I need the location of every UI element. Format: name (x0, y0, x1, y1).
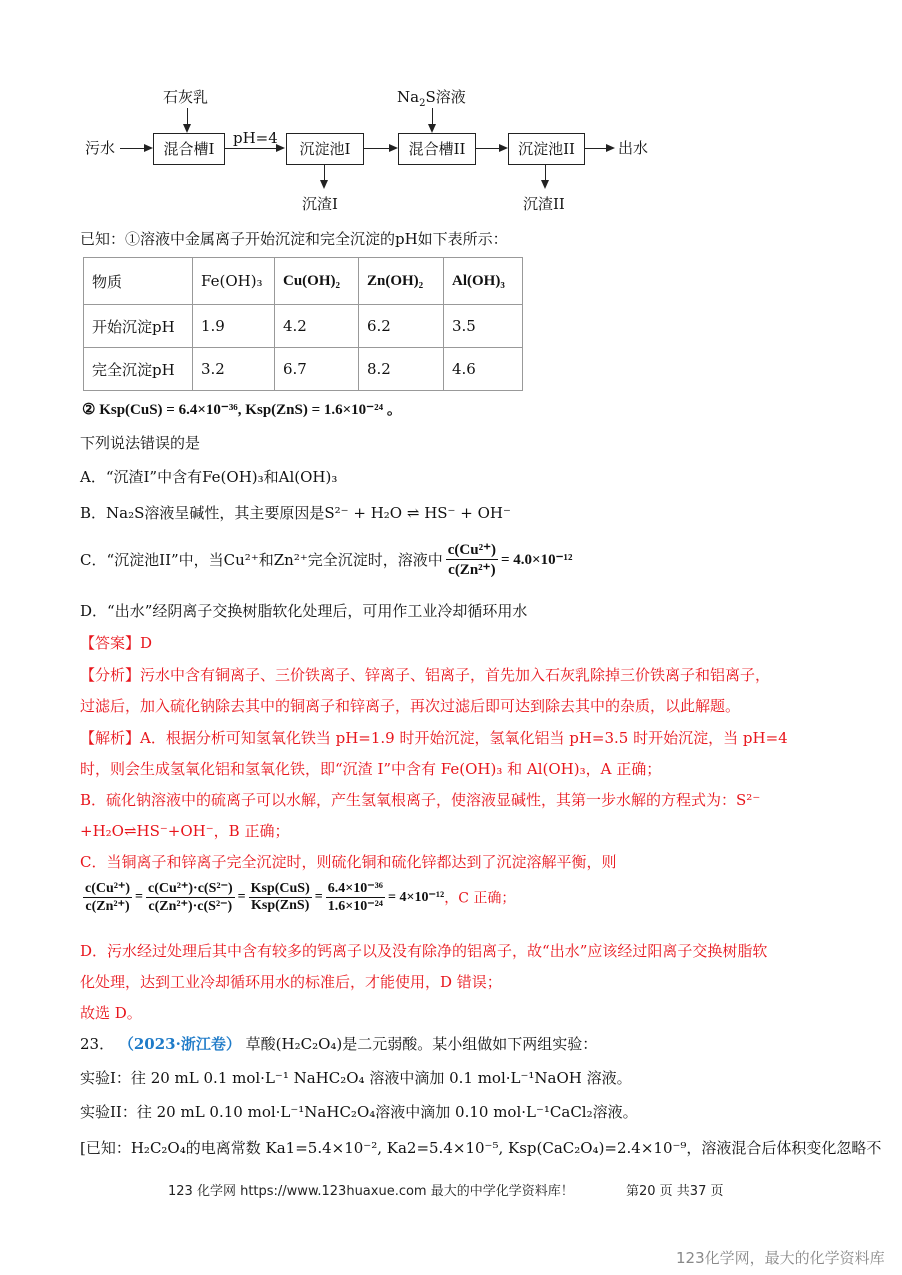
question-known: [已知：H₂C₂O₄的电离常数 Ka1=5.4×10⁻², Ka2=5.4×10⁻⁵, Ksp(CaC₂O₄)=2.4×10⁻⁹，溶液混合后体积变化忽略不 (80, 1139, 882, 1157)
explanation-line: 化处理，达到工业冷却循环用水的标准后，才能使用，D 错误； (80, 973, 502, 991)
explanation-line: 故选 D。 (80, 1004, 142, 1022)
residue-2: 沉渣II (523, 195, 565, 213)
table-header-row (84, 258, 523, 305)
explanation-line: C．当铜离子和锌离子完全沉淀时，则硫化铜和硫化锌都达到了沉淀溶解平衡，则 (80, 853, 617, 871)
equals-sign: = (314, 889, 323, 905)
arrow-down-icon (320, 180, 328, 189)
question-stem: 下列说法错误的是 (80, 434, 201, 452)
arrow-line (224, 148, 278, 149)
footer-page-number: 第20 页 共37 页 (626, 1184, 724, 1199)
table-header: 物质 (84, 258, 193, 305)
known-condition-2: ② Ksp(CuS) = 6.4×10⁻³⁶, Ksp(ZnS) = 1.6×10⁻²⁴ 。 (82, 402, 402, 418)
equation-fraction (326, 880, 385, 915)
table-cell: 3.2 (193, 348, 275, 391)
table-cell: 6.2 (359, 305, 444, 348)
residue-1: 沉渣I (302, 195, 338, 213)
table-cell: 4.2 (275, 305, 359, 348)
fraction-denominator: c(Zn²⁺)·c(S²⁻) (148, 899, 233, 914)
arrow-right-icon (144, 144, 153, 152)
output-water: 出水 (618, 139, 649, 157)
equals-sign: = (237, 889, 246, 905)
option-a: A．“沉渣I”中含有Fe(OH)₃和Al(OH)₃ (80, 468, 338, 486)
equals-sign: = (135, 889, 144, 905)
table-cell: 6.7 (275, 348, 359, 391)
table-cell: 3.5 (444, 305, 523, 348)
option-d: D．“出水”经阴离子交换树脂软化处理后，可用作工业冷却循环用水 (80, 602, 528, 620)
option-c-result: = 4.0×10⁻¹² (501, 552, 573, 568)
option-c-text: C．“沉淀池II”中，当Cu²⁺和Zn²⁺完全沉淀时，溶液中 (80, 551, 443, 569)
option-c-fraction (446, 540, 498, 579)
table-cell: 8.2 (359, 348, 444, 391)
footer-site: 123 化学网 https://www.123huaxue.com 最大的中学化学资料库！ (168, 1184, 574, 1199)
table-cell: 1.9 (193, 305, 275, 348)
fraction-numerator: c(Cu²⁺)·c(S²⁻) (148, 881, 233, 896)
table-header: Cu(OH)₂ (275, 258, 359, 305)
explanation-line: +H₂O⇌HS⁻+OH⁻，B 正确； (80, 822, 290, 840)
fraction-denominator: 1.6×10⁻²⁴ (327, 899, 383, 914)
table-row (84, 305, 523, 348)
equation-fraction (83, 880, 132, 915)
option-c (80, 540, 573, 579)
arrow-right-icon (606, 144, 615, 152)
explanation-line: D．污水经过处理后其中含有较多的钙离子以及没有除净的铝离子，故“出水”应该经过阳离子交换树脂软 (80, 942, 768, 960)
arrow-down-icon (428, 124, 436, 133)
settling-tank-1: 沉淀池I (286, 133, 364, 165)
arrow-right-icon (499, 144, 508, 152)
mixing-tank-1: 混合槽I (153, 133, 225, 165)
table-header: Fe(OH)₃ (193, 258, 275, 305)
mixing-tank-2: 混合槽II (398, 133, 476, 165)
fraction-denominator: Ksp(ZnS) (251, 898, 310, 913)
arrow-down-icon (541, 180, 549, 189)
question-number: 23． (80, 1035, 115, 1053)
known-condition-1: 已知：①溶液中金属离子开始沉淀和完全沉淀的pH如下表所示： (80, 230, 508, 248)
equation-tail: ，C 正确； (444, 890, 516, 907)
watermark: 123化学网，最大的化学资料库 (676, 1249, 885, 1267)
input-sewage: 污水 (85, 139, 116, 157)
row-label: 开始沉淀pH (84, 305, 193, 348)
answer: 【答案】D (80, 634, 153, 652)
analysis-line: 过滤后，加入硫化钠除去其中的铜离子和锌离子，再次过滤后即可达到除去其中的杂质，以此解题。 (80, 697, 741, 715)
reagent-na2s: $Na_2S$溶液 (397, 88, 466, 109)
arrow-line (584, 148, 608, 149)
arrow-down-icon (183, 124, 191, 133)
fraction-denominator: c(Zn²⁺) (85, 899, 130, 914)
explanation-line: B．硫化钠溶液中的硫离子可以水解，产生氢氧根离子，使溶液显碱性，其第一步水解的方程式为：S²⁻ (80, 791, 761, 809)
settling-tank-2: 沉淀池II (508, 133, 585, 165)
equation-fraction (249, 881, 312, 914)
explanation-line: 【解析】A．根据分析可知氢氧化铁当 pH=1.9 时开始沉淀，氢氧化铝当 pH=3.5 时开始沉淀，当 pH=4 (80, 729, 788, 747)
fraction-numerator: Ksp(CuS) (250, 881, 310, 896)
fraction-denominator: c(Zn²⁺) (448, 562, 496, 578)
fraction-numerator: c(Cu²⁺) (85, 881, 131, 896)
option-b: B．Na₂S溶液呈碱性，其主要原因是S²⁻ + H₂O ⇌ HS⁻ + OH⁻ (80, 504, 511, 522)
equation-result: = 4×10⁻¹² (388, 890, 445, 905)
equation-fraction (146, 880, 235, 915)
explanation-equation (80, 880, 515, 915)
ph-label: pH=4 (233, 129, 278, 147)
arrow-line (120, 148, 146, 149)
analysis-line: 【分析】污水中含有铜离子、三价铁离子、锌离子、铝离子，首先加入石灰乳除掉三价铁离子和铝离子， (80, 666, 771, 684)
fraction-numerator: c(Cu²⁺) (447, 542, 496, 558)
explanation-line: 时，则会生成氢氧化铝和氢氧化铁，即“沉渣 I”中含有 Fe(OH)₃ 和 Al(OH)₃，A 正确； (80, 760, 662, 778)
question-23-stem (80, 1033, 597, 1054)
fraction-numerator: 6.4×10⁻³⁶ (327, 881, 383, 896)
table-cell: 4.6 (444, 348, 523, 391)
arrow-right-icon (276, 144, 285, 152)
arrow-line (363, 148, 391, 149)
arrow-right-icon (389, 144, 398, 152)
table-header: Al(OH)₃ (444, 258, 523, 305)
question-source: （2023·浙江卷） (118, 1035, 241, 1053)
row-label: 完全沉淀pH (84, 348, 193, 391)
ph-table (83, 257, 523, 391)
question-text: 草酸(H₂C₂O₄)是二元弱酸。某小组做如下两组实验： (245, 1035, 598, 1053)
experiment-2: 实验II：往 20 mL 0.10 mol·L⁻¹NaHC₂O₄溶液中滴加 0.10 mol·L⁻¹CaCl₂溶液。 (80, 1103, 638, 1121)
table-row (84, 348, 523, 391)
table-header: Zn(OH)₂ (359, 258, 444, 305)
reagent-lime-milk: 石灰乳 (163, 88, 209, 106)
arrow-line (475, 148, 501, 149)
experiment-1: 实验I：往 20 mL 0.1 mol·L⁻¹ NaHC₂O₄ 溶液中滴加 0.1 mol·L⁻¹NaOH 溶液。 (80, 1069, 632, 1087)
